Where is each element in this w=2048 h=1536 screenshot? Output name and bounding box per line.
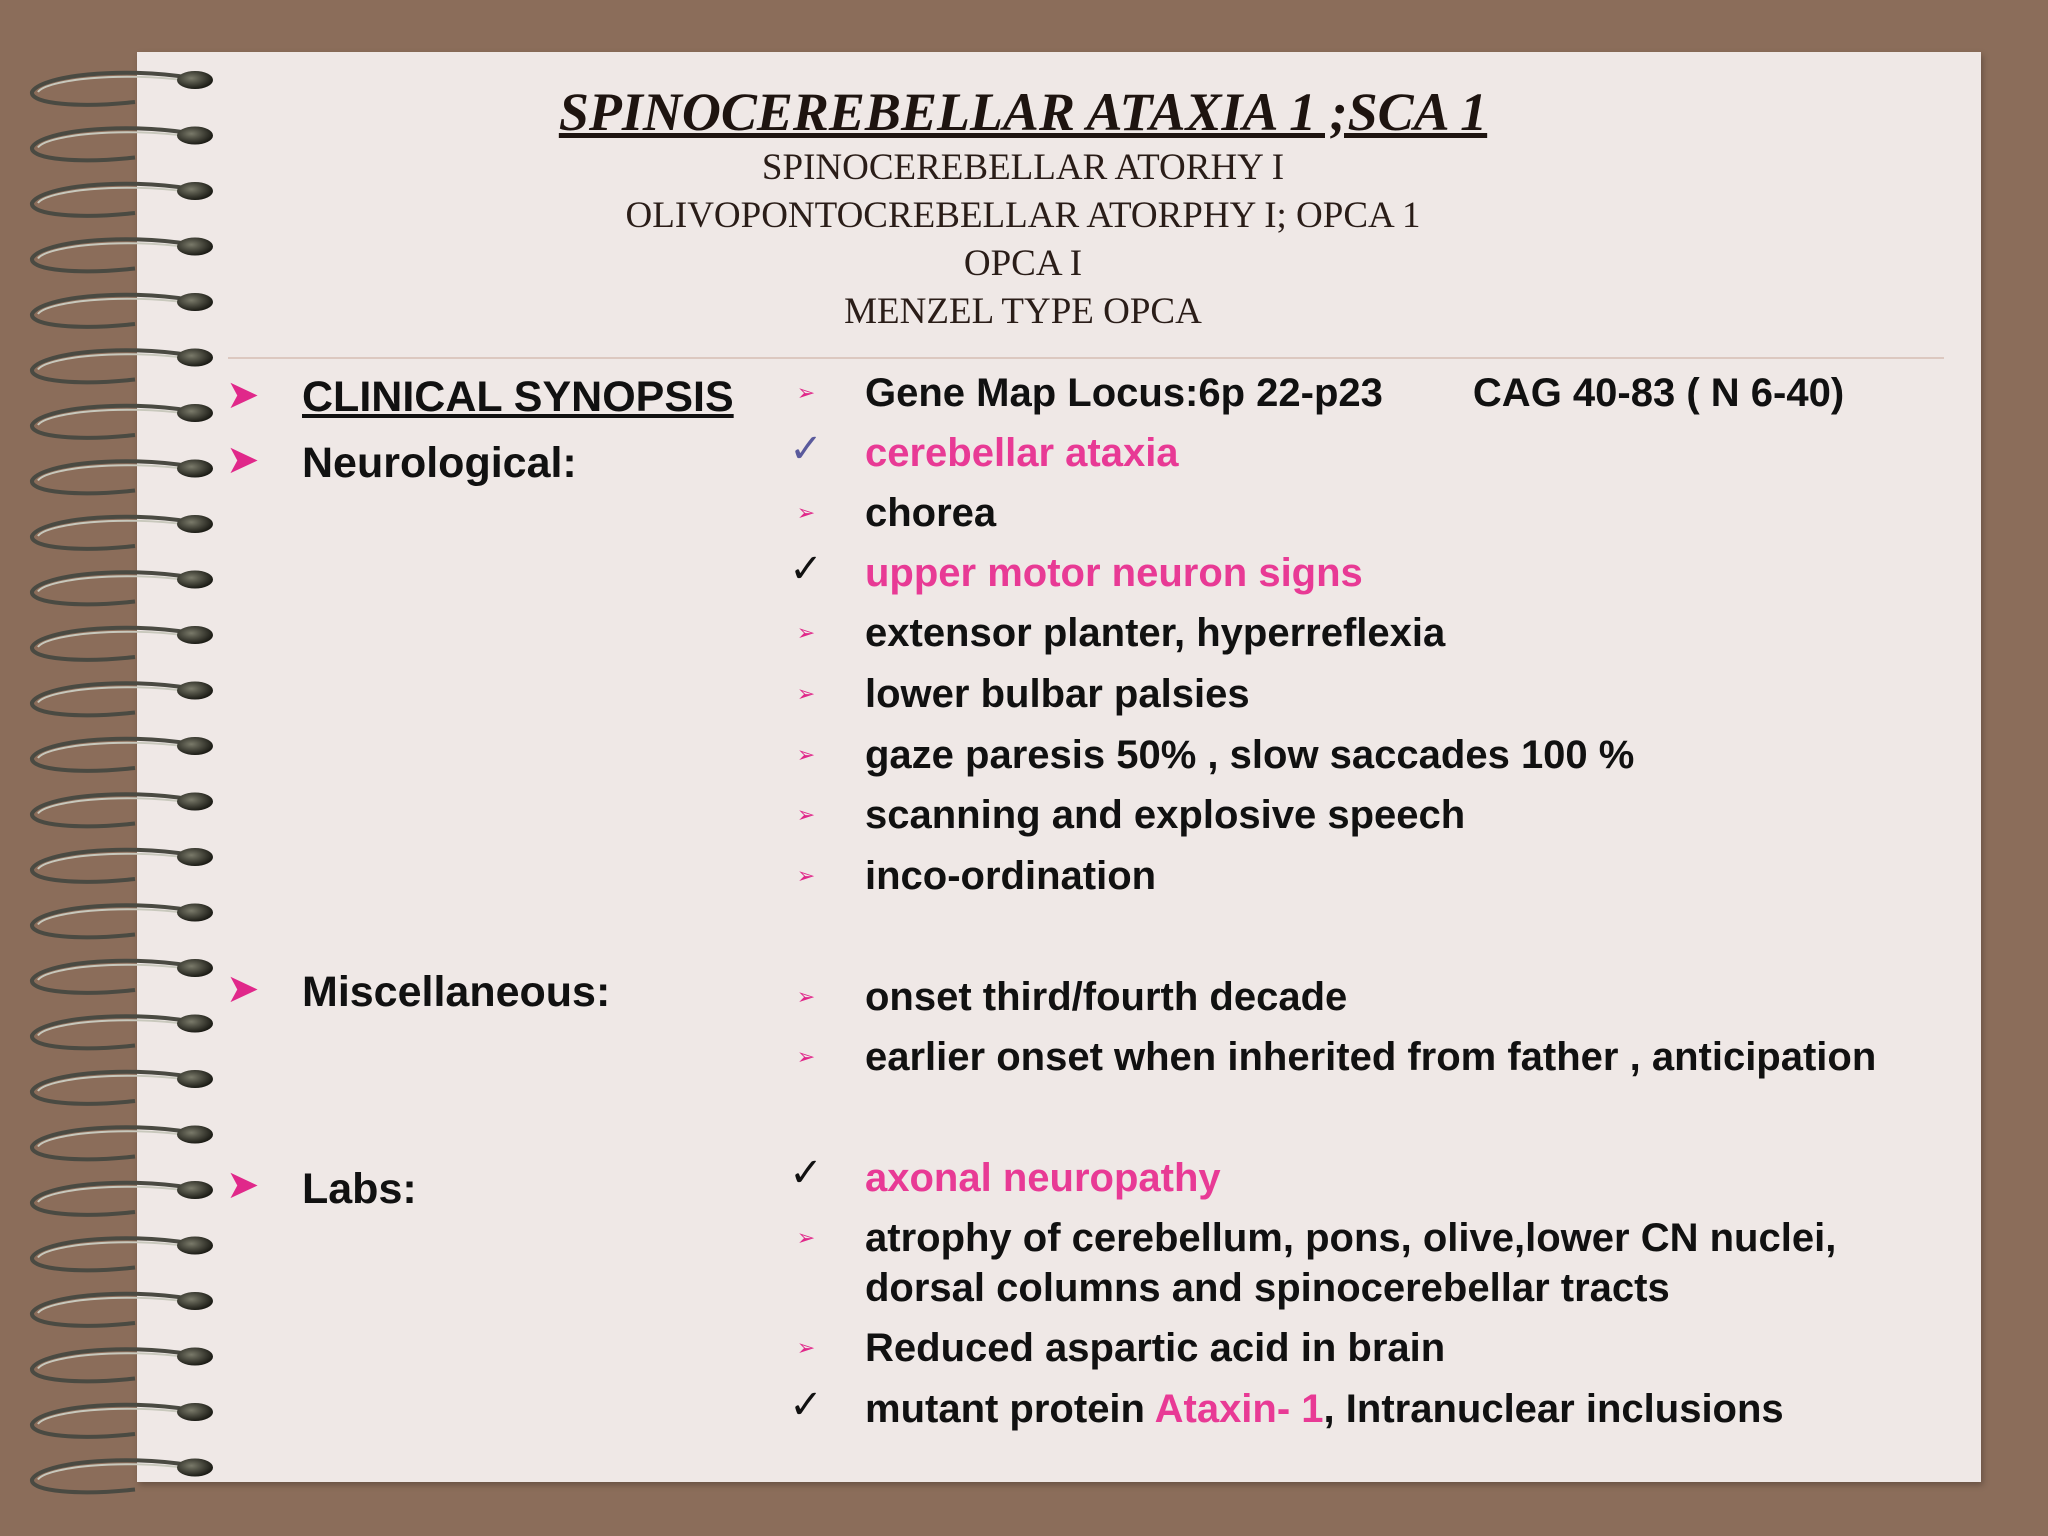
arrow-icon: ➢ bbox=[796, 380, 816, 405]
list-item: upper motor neuron signs bbox=[865, 551, 1363, 595]
arrowhead-icon: ➤ bbox=[226, 1163, 260, 1207]
check-icon: ✓ bbox=[789, 427, 823, 471]
arrow-icon: ➢ bbox=[796, 742, 816, 767]
miscellaneous-label: Miscellaneous: bbox=[302, 968, 611, 1016]
list-item: gaze paresis 50% , slow saccades 100 % bbox=[865, 733, 1635, 777]
divider bbox=[228, 357, 1944, 359]
list-item: Reduced aspartic acid in brain bbox=[865, 1326, 1446, 1370]
arrow-icon: ➢ bbox=[796, 863, 816, 888]
gene-map-locus: Gene Map Locus:6p 22-p23 bbox=[865, 371, 1383, 415]
arrowhead-icon: ➤ bbox=[226, 967, 260, 1011]
list-item: axonal neuropathy bbox=[865, 1156, 1221, 1200]
arrow-icon: ➢ bbox=[796, 802, 816, 827]
check-icon: ✓ bbox=[789, 547, 823, 591]
subtitle-4: MENZEL TYPE OPCA bbox=[844, 291, 1202, 332]
subtitle-2: OLIVOPONTOCREBELLAR ATORPHY I; OPCA 1 bbox=[625, 195, 1421, 236]
title-block bbox=[137, 52, 1909, 336]
arrow-icon: ➢ bbox=[796, 681, 816, 706]
list-item: scanning and explosive speech bbox=[865, 793, 1466, 837]
list-item: earlier onset when inherited from father , anticipation bbox=[865, 1035, 1877, 1079]
arrow-icon: ➢ bbox=[796, 1335, 816, 1360]
arrowhead-icon: ➤ bbox=[226, 373, 260, 417]
neurological-label: Neurological: bbox=[302, 439, 577, 487]
gene-map-row bbox=[865, 368, 1844, 418]
subtitle-3: OPCA I bbox=[963, 243, 1083, 284]
arrow-icon: ➢ bbox=[796, 500, 816, 525]
mutant-protein-text: mutant protein bbox=[865, 1387, 1155, 1431]
page-title: SPINOCEREBELLAR ATAXIA 1 ;SCA 1 bbox=[558, 82, 1488, 142]
list-item: onset third/fourth decade bbox=[865, 975, 1348, 1019]
check-icon: ✓ bbox=[789, 1383, 823, 1427]
list-item-continuation: dorsal columns and spinocerebellar tracts bbox=[865, 1266, 1670, 1310]
arrowhead-icon: ➤ bbox=[226, 438, 260, 482]
list-item: chorea bbox=[865, 491, 997, 535]
arrow-icon: ➢ bbox=[796, 1225, 816, 1250]
list-item bbox=[865, 1384, 1784, 1434]
arrow-icon: ➢ bbox=[796, 1044, 816, 1069]
arrow-icon: ➢ bbox=[796, 984, 816, 1009]
list-item: cerebellar ataxia bbox=[865, 431, 1179, 475]
subtitle-1: SPINOCEREBELLAR ATORHY I bbox=[761, 147, 1285, 188]
labs-label: Labs: bbox=[302, 1165, 417, 1213]
list-item: atrophy of cerebellum, pons, olive,lower CN nuclei, bbox=[865, 1216, 1837, 1260]
inclusions-text: , Intranuclear inclusions bbox=[1323, 1387, 1784, 1431]
arrow-icon: ➢ bbox=[796, 620, 816, 645]
cag-repeat: CAG 40-83 ( N 6-40) bbox=[1472, 371, 1845, 415]
list-item: inco-ordination bbox=[865, 854, 1157, 898]
ataxin-1-text: Ataxin- 1 bbox=[1154, 1387, 1324, 1431]
clinical-synopsis-heading: CLINICAL SYNOPSIS bbox=[302, 373, 734, 421]
check-icon: ✓ bbox=[789, 1151, 823, 1195]
list-item: extensor planter, hyperreflexia bbox=[865, 611, 1446, 655]
list-item: lower bulbar palsies bbox=[865, 672, 1250, 716]
